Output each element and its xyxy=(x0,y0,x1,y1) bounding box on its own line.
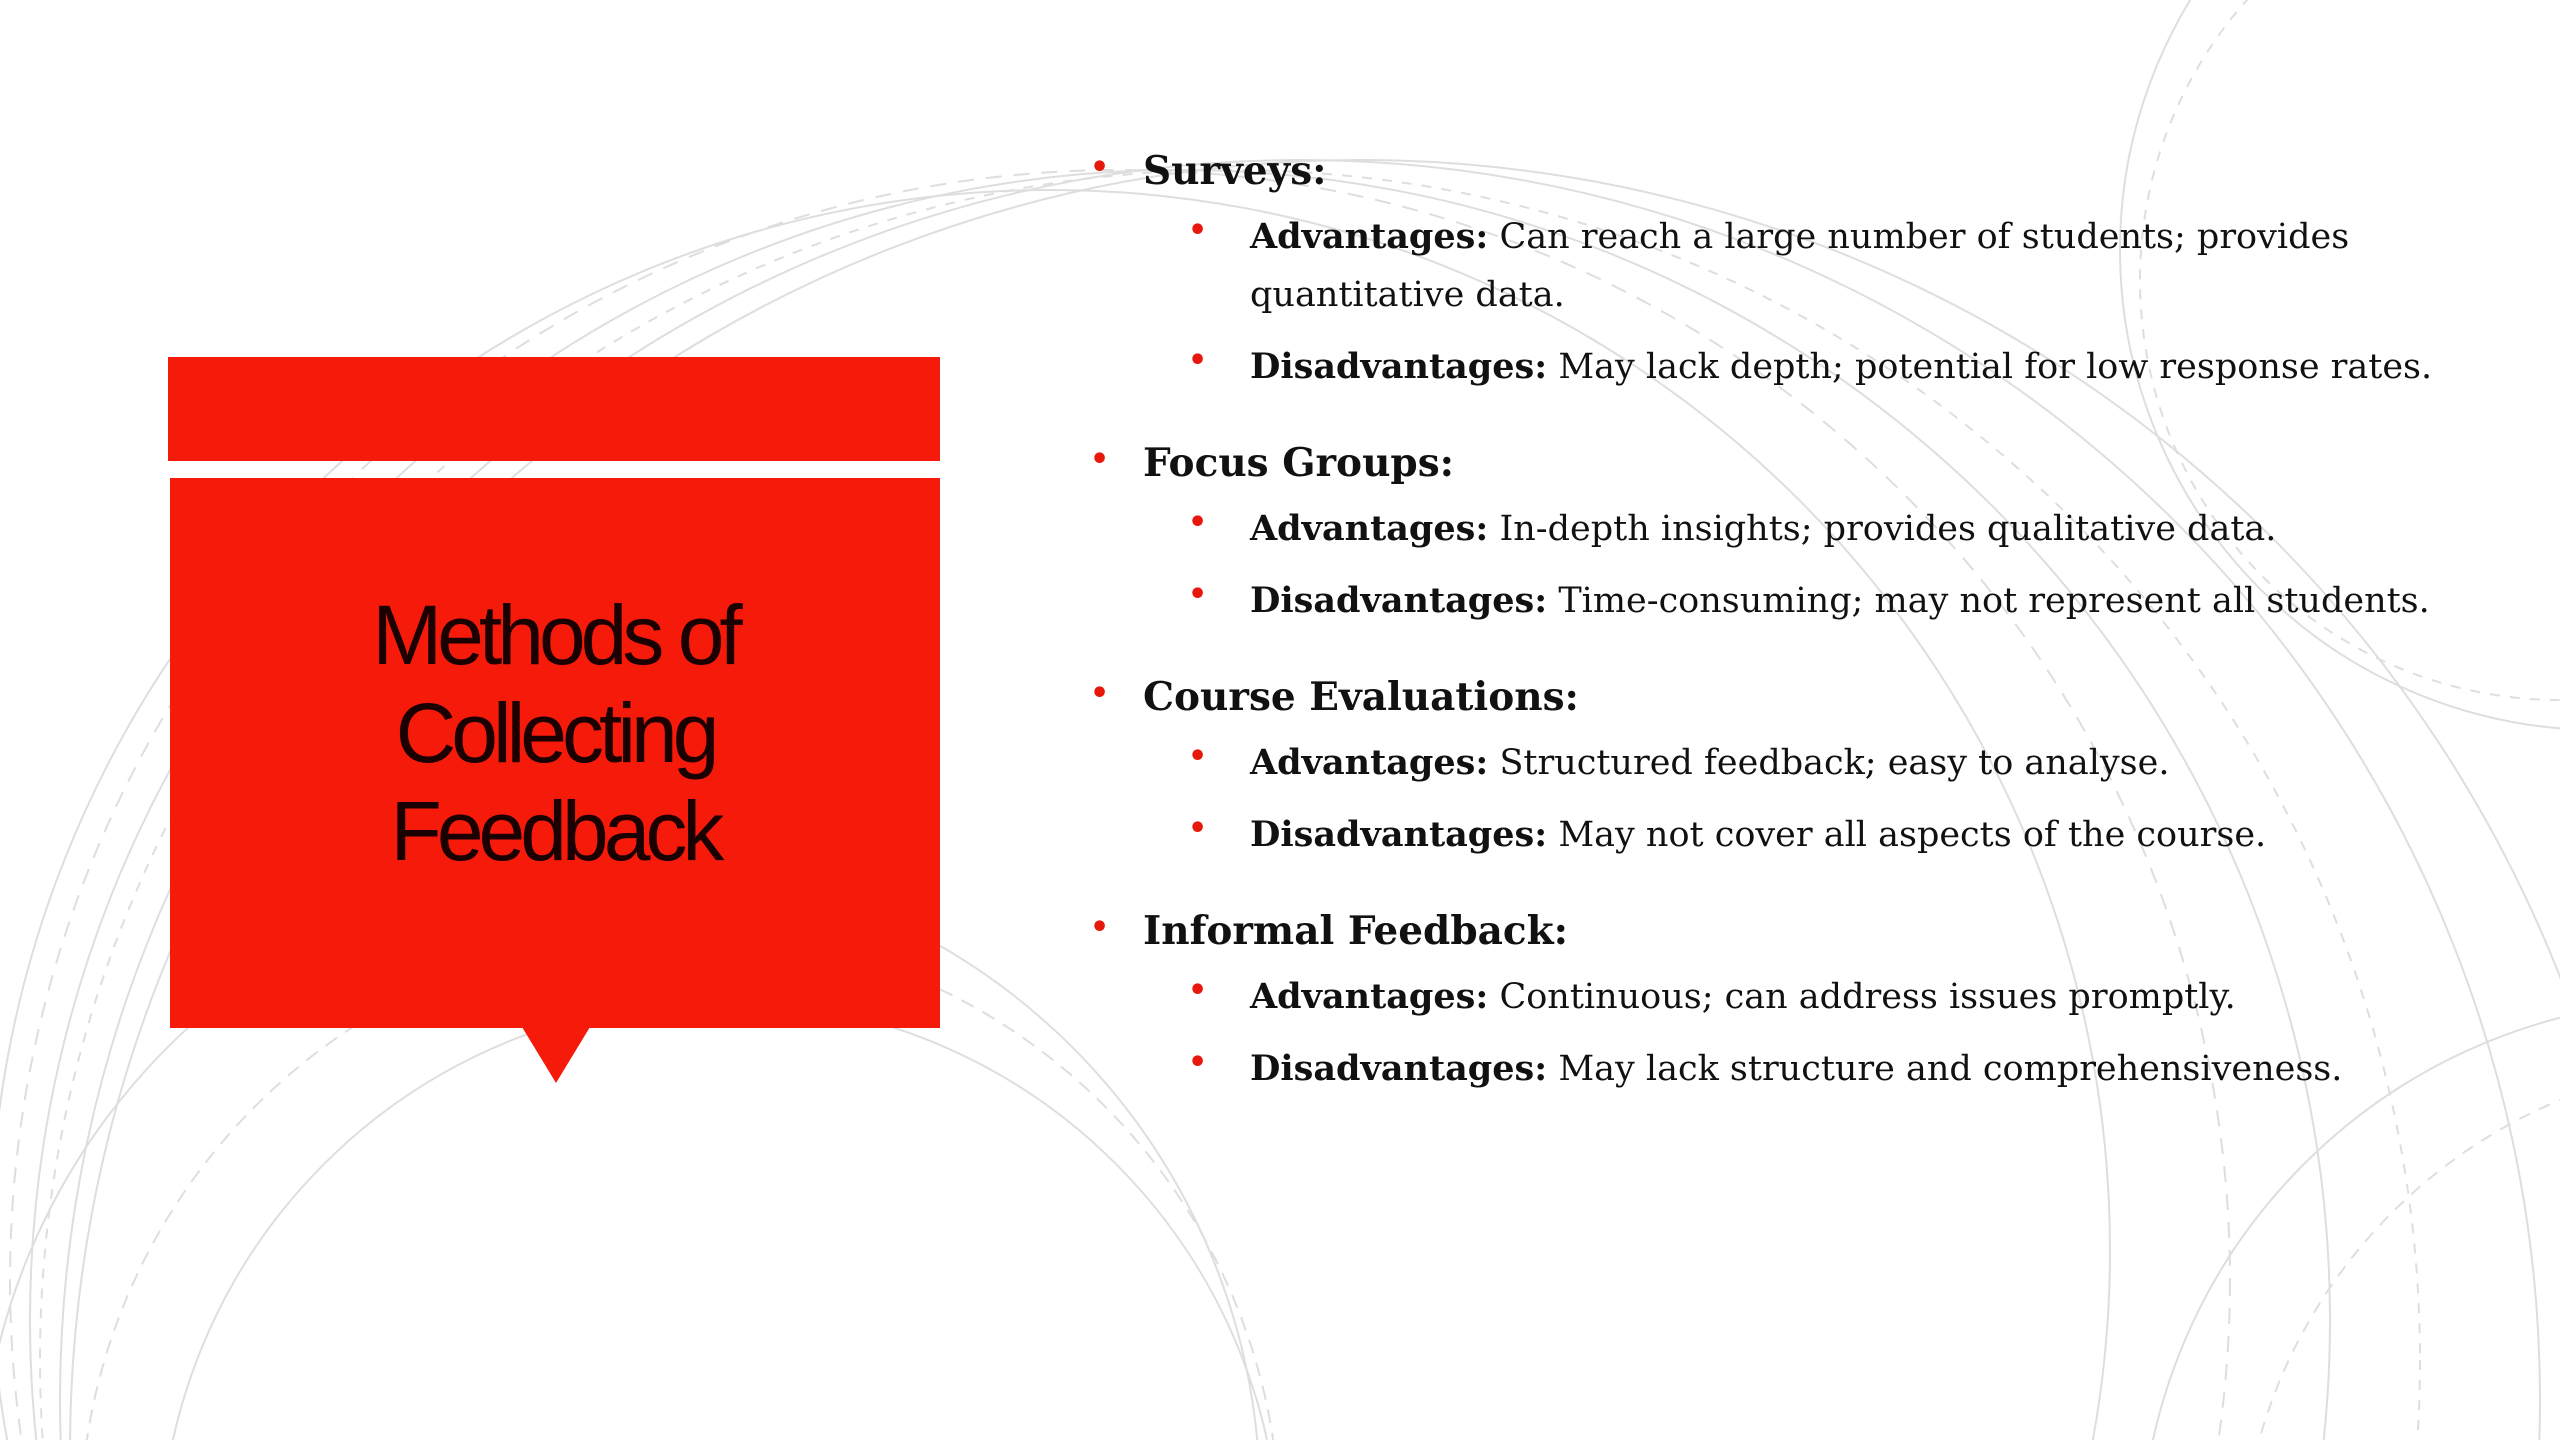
sub-item-label: Advantages: xyxy=(1250,742,1489,783)
section-heading xyxy=(1090,660,2490,734)
sub-item xyxy=(1188,734,2480,792)
sub-item xyxy=(1188,500,2480,558)
bullet-icon: • xyxy=(1188,577,1208,612)
section xyxy=(1090,134,2490,396)
sub-item xyxy=(1188,572,2480,630)
sub-item-label: Advantages: xyxy=(1250,216,1489,257)
section-heading xyxy=(1090,426,2490,500)
bullet-icon: • xyxy=(1090,676,1110,711)
sub-item-text: May not cover all aspects of the course. xyxy=(1547,815,2267,855)
section-heading xyxy=(1090,134,2490,208)
section xyxy=(1090,894,2490,1098)
sub-item-label: Advantages: xyxy=(1250,976,1489,1017)
sub-item-text: In-depth insights; provides qualitative data. xyxy=(1488,509,2277,549)
section xyxy=(1090,426,2490,630)
sub-item-label: Disadvantages: xyxy=(1250,580,1548,621)
sub-item-text: May lack structure and comprehensiveness. xyxy=(1547,1049,2343,1089)
sub-item-text: Structured feedback; easy to analyse. xyxy=(1488,743,2170,783)
slide-title: Methods of Collecting Feedback xyxy=(372,588,738,878)
sub-item-text: Continuous; can address issues promptly. xyxy=(1488,977,2236,1017)
bullet-icon: • xyxy=(1188,811,1208,846)
section xyxy=(1090,660,2490,864)
content-list xyxy=(1090,134,2490,1128)
sub-item xyxy=(1188,968,2480,1026)
bullet-icon: • xyxy=(1188,1045,1208,1080)
sub-item-label: Disadvantages: xyxy=(1250,1048,1548,1089)
title-box-pointer xyxy=(522,1027,590,1083)
title-container xyxy=(170,478,940,1028)
section-heading-text: Focus Groups: xyxy=(1143,440,1455,486)
sub-item-text: Can reach a large number of students; provides quantitative data. xyxy=(1250,217,2350,315)
section-heading-text: Surveys: xyxy=(1143,148,1327,194)
bullet-icon: • xyxy=(1188,505,1208,540)
sub-item-text: May lack depth; potential for low response rates. xyxy=(1547,347,2433,387)
sub-item-label: Advantages: xyxy=(1250,508,1489,549)
bullet-icon: • xyxy=(1090,442,1110,477)
bullet-icon: • xyxy=(1188,213,1208,248)
section-heading-text: Course Evaluations: xyxy=(1143,674,1579,720)
bullet-icon: • xyxy=(1090,910,1110,945)
sub-item xyxy=(1188,338,2480,396)
bullet-icon: • xyxy=(1188,343,1208,378)
bullet-icon: • xyxy=(1090,150,1110,185)
section-heading-text: Informal Feedback: xyxy=(1143,908,1569,954)
title-accent-bar xyxy=(168,357,940,461)
bullet-icon: • xyxy=(1188,973,1208,1008)
sub-item xyxy=(1188,1040,2480,1098)
section-heading xyxy=(1090,894,2490,968)
bullet-icon: • xyxy=(1188,739,1208,774)
sub-item-text: Time-consuming; may not represent all students. xyxy=(1547,581,2430,621)
sub-item xyxy=(1188,806,2480,864)
sub-item xyxy=(1188,208,2480,324)
sub-item-label: Disadvantages: xyxy=(1250,346,1548,387)
sub-item-label: Disadvantages: xyxy=(1250,814,1548,855)
